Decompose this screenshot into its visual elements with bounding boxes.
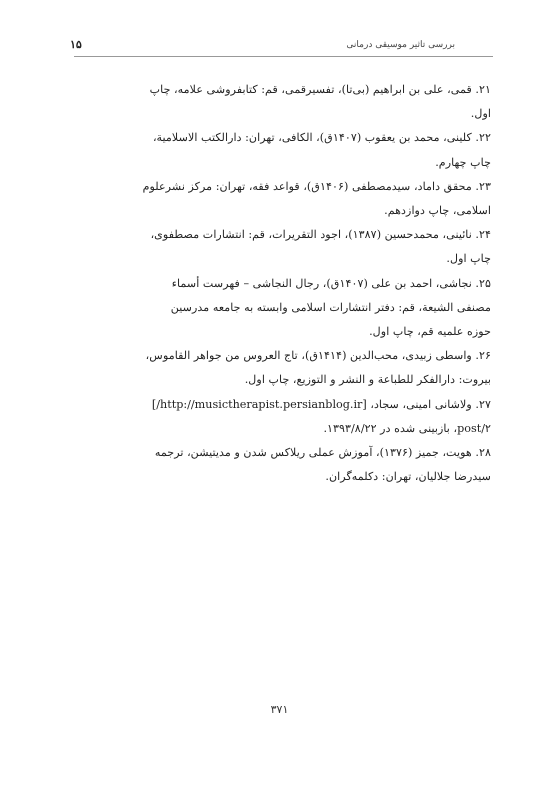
page-number: ۳۷۱ xyxy=(270,703,289,716)
reference-text: کلینی، محمد بن یعقوب (۱۴۰۷ق)، الکافی، تهران: دارالکتب الاسلامیة، xyxy=(152,131,472,145)
reference-number: ۲۸. xyxy=(475,446,491,460)
reference-text: نائینی، محمدحسین (۱۳۸۷)، اجود التقریرات، قم: انتشارات مصطفوی، xyxy=(150,228,472,242)
reference-text-continued: چاپ اول. xyxy=(446,252,491,266)
header-title: بررسی تاثیر موسیقی درمانی xyxy=(346,40,455,50)
reference-number: ۲۷. xyxy=(475,397,491,411)
reference-text-continued: مصنفی الشیعة، قم: دفتر انتشارات اسلامی وابسته به جامعه مدرسین xyxy=(170,300,491,314)
reference-text: محقق داماد، سیدمصطفی (۱۴۰۶ق)، قواعد فقه، تهران: مرکز نشرعلوم xyxy=(142,179,472,193)
reference-number: ۲۶. xyxy=(475,349,491,363)
reference-number: ۲۵. xyxy=(475,276,491,290)
reference-text: هویت، جمیز (۱۳۷۶)، آموزش عملی ریلاکس شدن و مدیتیشن، ترجمه xyxy=(154,446,472,460)
reference-text-continued: اسلامی، چاپ دوازدهم. xyxy=(384,204,491,218)
reference-text-continued: بیروت: دارالفکر للطباعة و النشر و التوزیع، چاپ اول. xyxy=(244,373,491,387)
reference-text-continued: حوزه علمیه قم، چاپ اول. xyxy=(369,325,491,339)
reference-number: ۲۴. xyxy=(475,228,491,242)
reference-item xyxy=(138,393,491,441)
reference-text: ولاشانی امینی، سجاد، [http://musictherapist.persianblog.ir/] xyxy=(151,397,472,411)
references-list xyxy=(138,78,491,489)
reference-item xyxy=(138,441,491,489)
reference-text-continued: چاپ چهارم. xyxy=(435,155,491,169)
reference-text: نجاشی، احمد بن علی (۱۴۰۷ق)، رجال النجاشی – فهرست أسماء xyxy=(171,276,472,290)
reference-item xyxy=(138,126,491,174)
reference-number: ۲۱. xyxy=(475,83,491,96)
reference-text-continued: سیدرضا جلالیان، تهران: دکلمه‌گران. xyxy=(325,470,491,484)
reference-number: ۲۲. xyxy=(475,131,491,145)
reference-item xyxy=(138,223,491,271)
reference-text: واسطی زبیدی، محب‌الدین (۱۴۱۴ق)، تاج العروس من جواهر القاموس، xyxy=(145,349,472,363)
reference-item xyxy=(138,272,491,345)
reference-number: ۲۳. xyxy=(475,179,491,193)
header-divider xyxy=(74,56,493,57)
reference-text-continued: ۲/post، بازبینی شده در ۱۳۹۳/۸/۲۲. xyxy=(323,421,491,435)
reference-item xyxy=(138,175,491,223)
chapter-number: ۱۵ xyxy=(70,38,82,51)
reference-item xyxy=(138,344,491,392)
reference-item xyxy=(138,78,491,126)
running-header xyxy=(70,38,495,54)
reference-text: قمی، علی بن ابراهیم (بی‌تا)، تفسیرقمی، قم: کتابفروشی علامه، چاپ xyxy=(149,83,472,96)
reference-text-continued: اول. xyxy=(470,107,491,121)
